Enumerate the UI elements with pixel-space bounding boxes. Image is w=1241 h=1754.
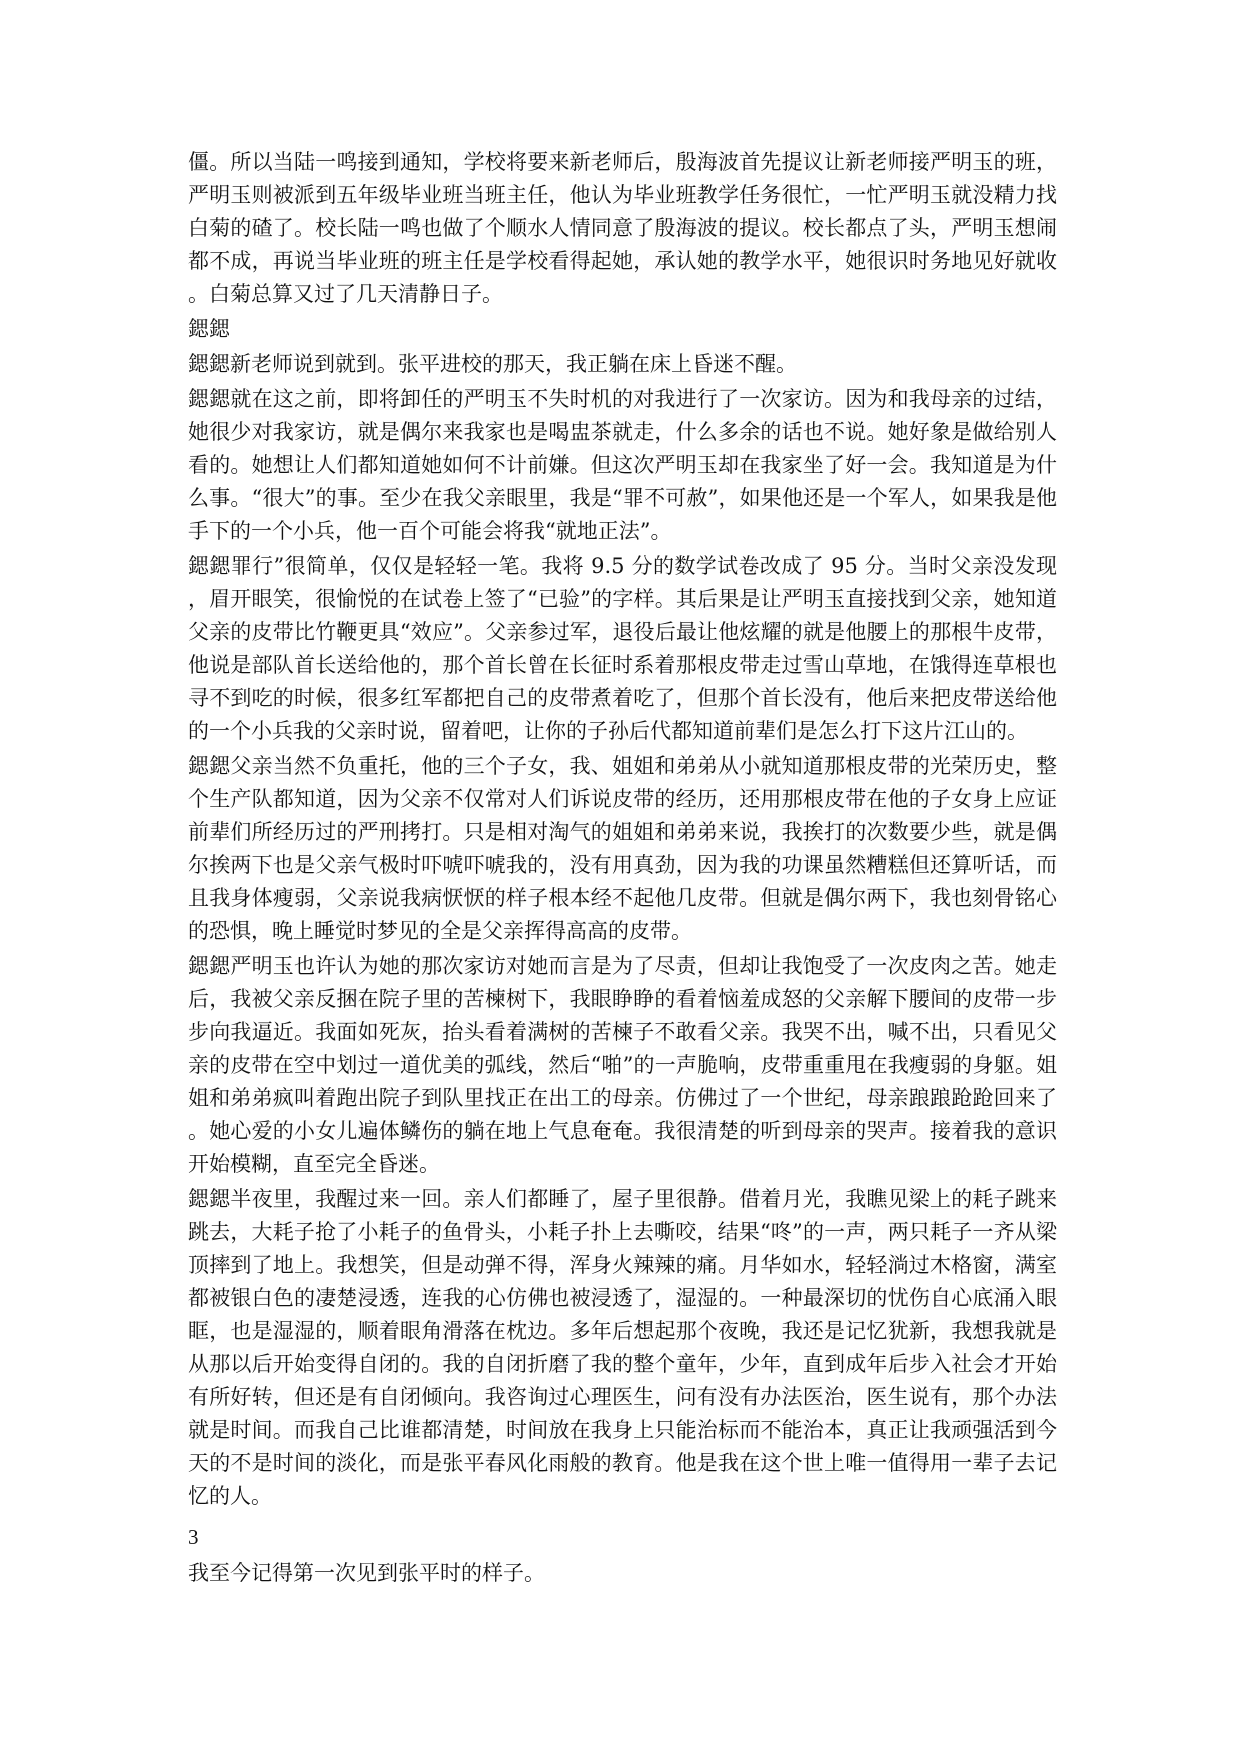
paragraph-4: 鍶鍶就在这之前，即将卸任的严明玉不失时机的对我进行了一次家访。因为和我母亲的过结，她很少对我家访，就是偶尔来我家也是喝盅茶就走，什么多余的话也不说。她好象是做给别人看的。她想让人们都知道她如何不计前嫌。但这次严明玉却在我家坐了好一会。我知道是为什么事。“很大”的事。至少在我父亲眼里，我是“罪不可赦”，如果他还是一个军人，如果我是他手下的一个小兵，他一百个可能会将我“就地正法”。 <box>188 387 1057 543</box>
paragraph-1: 僵。所以当陆一鸣接到通知，学校将要来新老师后，殷海波首先提议让新老师接严明玉的班，严明玉则被派到五年级毕业班当班主任，他认为毕业班教学任务很忙，一忙严明玉就没精力找白菊的碴了。校长陆一鸣也做了个顺水人情同意了殷海波的提议。校长都点了头，严明玉想闹都不成，再说当毕业班的班主任是学校看得起她，承认她的教学水平，她很识时务地见好就收。白菊总算又过了几天清静日子。 <box>188 150 1057 306</box>
paragraph-2: 鍶鍶 <box>188 317 230 341</box>
paragraph-7: 鍶鍶严明玉也许认为她的那次家访对她而言是为了尽责，但却让我饱受了一次皮肉之苦。她走后，我被父亲反捆在院子里的苦楝树下，我眼睁睁的看着恼羞成怒的父亲解下腰间的皮带一步步向我逼近。我面如死灰，抬头看着满树的苦楝子不敢看父亲。我哭不出，喊不出，只看见父亲的皮带在空中划过一道优美的弧线，然后“啪”的一声脆响，皮带重重甩在我瘦弱的身躯。姐姐和弟弟疯叫着跑出院子到队里找正在出工的母亲。仿佛过了一个世纪，母亲踉踉跄跄回来了。她心爱的小女儿遍体鳞伤的躺在地上气息奄奄。我很清楚的听到母亲的哭声。接着我的意识开始模糊，直至完全昏迷。 <box>188 954 1057 1176</box>
closing-paragraph: 我至今记得第一次见到张平时的样子。 <box>188 1561 545 1585</box>
document-page <box>188 146 1057 1592</box>
section-number: 3 <box>188 1525 199 1549</box>
paragraph-3: 鍶鍶新老师说到就到。张平进校的那天，我正躺在床上昏迷不醒。 <box>188 352 797 376</box>
paragraph-8: 鍶鍶半夜里，我醒过来一回。亲人们都睡了，屋子里很静。借着月光，我瞧见梁上的耗子跳来跳去，大耗子抢了小耗子的鱼骨头，小耗子扑上去嘶咬，结果“咚”的一声，两只耗子一齐从梁顶摔到了地上。我想笑，但是动弹不得，浑身火辣辣的痛。月华如水，轻轻淌过木格窗，满室都被银白色的凄楚浸透，连我的心仿佛也被浸透了，湿湿的。一种最深切的忧伤自心底涌入眼眶，也是湿湿的，顺着眼角滑落在枕边。多年后想起那个夜晚，我还是记忆犹新，我想我就是从那以后开始变得自闭的。我的自闭折磨了我的整个童年，少年，直到成年后步入社会才开始有所好转，但还是有自闭倾向。我咨询过心理医生，问有没有办法医治，医生说有，那个办法就是时间。而我自己比谁都清楚，时间放在我身上只能治标而不能治本，真正让我顽强活到今天的不是时间的淡化，而是张平春风化雨般的教育。他是我在这个世上唯一值得用一辈子去记忆的人。 <box>188 1187 1057 1508</box>
paragraph-6: 鍶鍶父亲当然不负重托，他的三个子女，我、姐姐和弟弟从小就知道那根皮带的光荣历史，整个生产队都知道，因为父亲不仅常对人们诉说皮带的经历，还用那根皮带在他的子女身上应证前辈们所经历过的严刑拷打。只是相对淘气的姐姐和弟弟来说，我挨打的次数要少些，就是偶尔挨两下也是父亲气极时吓唬吓唬我的，没有用真劲，因为我的功课虽然糟糕但还算听话，而且我身体瘦弱，父亲说我病恹恹的样子根本经不起他几皮带。但就是偶尔两下，我也刻骨铭心的恐惧，晚上睡觉时梦见的全是父亲挥得高高的皮带。 <box>188 754 1057 943</box>
paragraph-5: 鍶鍶罪行”很简单，仅仅是轻轻一笔。我将 9.5 分的数学试卷改成了 95 分。当时父亲没发现，眉开眼笑，很愉悦的在试卷上签了“已验”的字样。其后果是让严明玉直接找到父亲，她知道父亲的皮带比竹鞭更具“效应”。父亲参过军，退役后最让他炫耀的就是他腰上的那根牛皮带，他说是部队首长送给他的，那个首长曾在长征时系着那根皮带走过雪山草地，在饿得连草根也寻不到吃的时候，很多红军都把自己的皮带煮着吃了，但那个首长没有，他后来把皮带送给他的一个小兵我的父亲时说，留着吧，让你的子孙后代都知道前辈们是怎么打下这片江山的。 <box>188 554 1057 743</box>
